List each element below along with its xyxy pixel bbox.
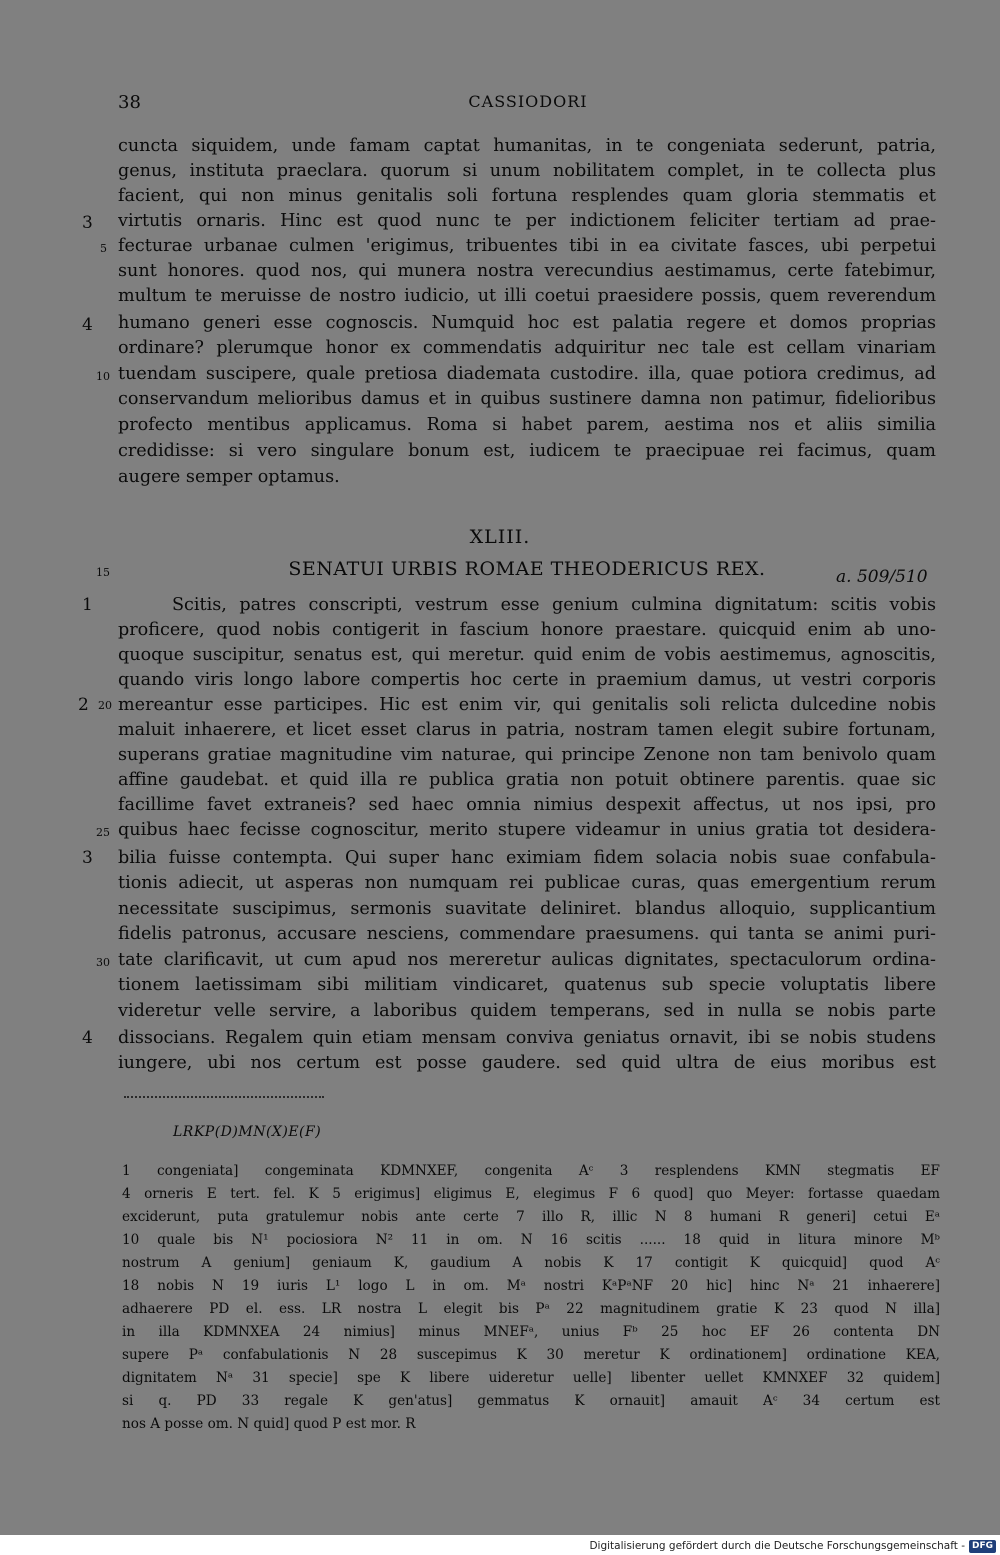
manuscript-sigla: LRKP(D)MN(X)E(F) <box>173 1124 322 1140</box>
apparatus-line: 18 nobis N 19 iuris L¹ logo L in om. Mᵃ nostri KᵃPᵃNF 20 hic] hinc Nᵃ 21 inhaerere] <box>122 1278 940 1294</box>
letter-line: facillime favet extraneis? sed haec omnia nimius despexit affectus, ut nos ipsi, pro <box>118 795 936 815</box>
section-number: 3 <box>82 213 93 233</box>
letter-line: bilia fuisse contempta. Qui super hanc eximiam fidem solacia nobis suae confabula- <box>118 848 936 868</box>
apparatus-line: nos A posse om. N quid] quod P est mor. R <box>122 1416 416 1432</box>
apparatus-line: adhaerere PD el. ess. LR nostra L elegit bis Pᵃ 22 magnitudinem gratie K 23 quod N illa] <box>122 1301 940 1317</box>
body-line: sunt honores. quod nos, qui munera nostra verecundius aestimamus, certe fatebimur, <box>118 261 936 281</box>
letter-date: a. 509/510 <box>836 567 928 587</box>
letter-number: XLIII. <box>469 526 531 548</box>
section-number: 1 <box>82 595 93 615</box>
body-line: humano generi esse cognoscis. Numquid hoc est palatia regere et domos proprias <box>118 313 936 333</box>
letter-line: tionem laetissimam sibi militiam vindicaret, quatenus sub specie voluptatis libere <box>118 975 936 995</box>
funding-note: Digitalisierung gefördert durch die Deutsche Forschungsgemeinschaft - <box>589 1540 965 1552</box>
section-number: 3 <box>82 848 93 868</box>
body-line: augere semper optamus. <box>118 467 340 487</box>
letter-line: videretur velle servire, a laboribus quidem temperans, sed in nulla se nobis parte <box>118 1001 936 1021</box>
funding-footer <box>589 1539 996 1553</box>
page-number: 38 <box>118 92 141 113</box>
body-line: multum te meruisse de nostro iudicio, ut illi coetui praesidere possis, quem reverendum <box>118 286 936 306</box>
letter-line: iungere, ubi nos certum est posse gaudere. sed quid ultra de eius moribus est <box>118 1053 936 1073</box>
letter-line: quibus haec fecisse cognoscitur, merito stupere videamur in unius gratia tot desidera- <box>118 820 936 840</box>
letter-line: mereantur esse participes. Hic est enim vir, qui genitalis soli relicta dulcedine nobis <box>118 695 936 715</box>
letter-line: Scitis, patres conscripti, vestrum esse genium culmina dignitatum: scitis vobis <box>172 595 936 615</box>
letter-line: affine gaudebat. et quid illa re publica gratia non potuit obtinere parentis. quae sic <box>118 770 936 790</box>
body-line: ordinare? plerumque honor ex commendatis adquiritur nec tale est cellam vinariam <box>118 338 936 358</box>
apparatus-line: 10 quale bis N¹ pociosiora N² 11 in om. N 16 scitis ...... 18 quid in litura minore Mᵇ <box>122 1232 940 1248</box>
section-number: 4 <box>82 1028 93 1048</box>
line-number: 15 <box>96 566 110 579</box>
body-line: virtutis ornaris. Hinc est quod nunc te per indictionem feliciter tertiam ad prae- <box>118 211 936 231</box>
apparatus-line: supere Pᵃ confabulationis N 28 suscepimus K 30 meretur K ordinationem] ordinatione KEA, <box>122 1347 940 1363</box>
running-title: CASSIODORI <box>468 92 588 111</box>
page-header <box>118 92 938 114</box>
section-number: 4 <box>82 315 93 335</box>
apparatus-line: 1 congeniata] congeminata KDMNXEF, congenita Aᶜ 3 resplendens KMN stegmatis EF <box>122 1163 940 1179</box>
letter-line: quando viris longo labore compertis hoc certe in praemium damus, ut vestri corporis <box>118 670 936 690</box>
letter-line: proficere, quod nobis contigerit in fascium honore praestare. quicquid enim ab uno- <box>118 620 936 640</box>
line-number: 20 <box>98 699 112 712</box>
dfg-logo[interactable]: DFG <box>969 1540 996 1553</box>
letter-line: dissocians. Regalem quin etiam mensam conviva geniatus ornavit, ibi se nobis studens <box>118 1028 936 1048</box>
apparatus-line: in illa KDMNXEA 24 nimius] minus MNEFᵃ, unius Fᵇ 25 hoc EF 26 contenta DN <box>122 1324 940 1340</box>
letter-line: necessitate suscipimus, sermonis suavitate deliniret. blandus alloquio, supplicantium <box>118 899 936 919</box>
apparatus-line: exciderunt, puta gratulemur nobis ante certe 7 illo R, illic N 8 humani R generi] cetui Eᵃ <box>122 1209 940 1225</box>
body-line: credidisse: si vero singulare bonum est, iudicem te praecipuae rei facimus, quam <box>118 441 936 461</box>
apparatus-line: nostrum A genium] geniaum K, gaudium A nobis K 17 contigit K quicquid] quod Aᶜ <box>122 1255 940 1271</box>
letter-title: SENATUI URBIS ROMAE THEODERICUS REX. <box>288 558 766 580</box>
body-line: tuendam suscipere, quale pretiosa diademata custodire. illa, quae potiora credimus, ad <box>118 364 936 384</box>
body-line: genus, instituta praeclara. quorum si unum nobilitatem complet, in te collecta plus <box>118 161 936 181</box>
section-number: 2 <box>78 695 89 715</box>
letter-line: fidelis patronus, accusare nesciens, commendare praesumens. qui tanta se animi puri- <box>118 924 936 944</box>
apparatus-line: 4 orneris E tert. fel. K 5 erigimus] eligimus E, elegimus F 6 quod] quo Meyer: fortasse quaedam <box>122 1186 940 1202</box>
body-line: profecto mentibus applicamus. Roma si habet parem, aestima nos et aliis similia <box>118 415 936 435</box>
letter-line: tionis adiecit, ut asperas non numquam rei publicae curas, quas emergentium rerum <box>118 873 936 893</box>
body-line: fecturae urbanae culmen 'erigimus, tribuentes tibi in ea civitate fasces, ubi perpetui <box>118 236 936 256</box>
line-number: 10 <box>96 370 110 383</box>
letter-line: superans gratiae magnitudine vim naturae, qui principe Zenone non tam benivolo quam <box>118 745 936 765</box>
letter-line: quoque suscipitur, senatus est, qui meretur. quid enim de vobis aestimemus, agnoscitis, <box>118 645 936 665</box>
apparatus-divider <box>124 1096 324 1098</box>
apparatus-line: si q. PD 33 regale K gen'atus] gemmatus K ornauit] amauit Aᶜ 34 certum est <box>122 1393 940 1409</box>
line-number: 25 <box>96 826 110 839</box>
body-line: facient, qui non minus genitalis soli fortuna resplendes quam gloria stemmatis et <box>118 186 936 206</box>
letter-line: tate clarificavit, ut cum apud nos mereretur aulicas dignitates, spectaculorum ordina- <box>118 950 936 970</box>
line-number: 30 <box>96 956 110 969</box>
body-line: cuncta siquidem, unde famam captat humanitas, in te congeniata sederunt, patria, <box>118 136 936 156</box>
line-number: 5 <box>100 242 107 255</box>
body-line: conservandum melioribus damus et in quibus sustinere damna non patimur, fidelioribus <box>118 389 936 409</box>
letter-line: maluit inhaerere, et licet esset clarus in patria, nostram tamen elegit subire fortunam, <box>118 720 936 740</box>
apparatus-line: dignitatem Nᵃ 31 specie] spe K libere uideretur uelle] libenter uellet KMNXEF 32 quidem] <box>122 1370 940 1386</box>
